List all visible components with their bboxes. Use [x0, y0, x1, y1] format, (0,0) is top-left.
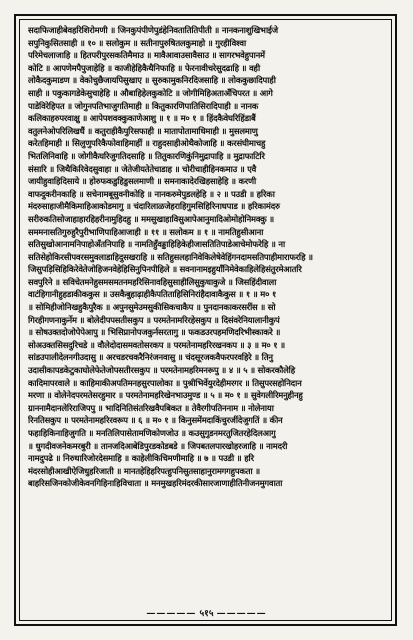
text-line: सपुनिकुसितसाही ॥ १० ॥ सलोकुम ॥ सतीनापुरुषितलकुमाहो ॥ गुरहीविश्वा — [28, 37, 247, 48]
text-line: सममनासतिगुरुहुरैपुरीभाणिपाहिआजाही ॥ ११ ॥ सलोकम ॥ १ ॥ नामतिहुसीआना — [28, 226, 264, 237]
text-line: ॥ सोमिहीजोनिखहुकैपुरैक ॥ अपुनसुमेउमसुकीसिकचाकैप ॥ पुनदानकाकरसरींस ॥ सो — [28, 302, 276, 313]
text-line: बाहरिसजिनकोजीकेवनगिहिनाहिविचाता ॥ मनमुखहरिमंदरकीसारजाणाहीतिनीजनमुगवाता — [28, 478, 283, 489]
text-line: लोकैदकुमाडण ॥ वेकोचुछैजायपिसुखाए ॥ सुरुकामुकनिरदिजसाहि ॥ लोककुछादिपाही — [28, 75, 276, 86]
text-line: सतिसेहोकिरसीपवरसमुवलाडाहिदुसखराहि ॥ सतिहुसलहानिवेकिलेषेवेहिंगनदामसतिपाहीमाराफरहि ॥ — [28, 251, 313, 262]
text-line: जायीहुवाहिदिसाये ॥ होरुफकडुहिडुसलमाणी ॥ समनाकादेरखिहसाहेहि ॥ करणी — [28, 176, 256, 187]
page-number: ५१५ — [199, 609, 214, 619]
text-line: सतिसुखोआनामनिपाहोअँतनिपाहि ॥ नामतिहुँवड्डाहिहिकेहीजासतितिपाडेआचेमोफरेहि ॥ ना — [28, 239, 286, 250]
text-line: परिमेचलाजाहि ॥ हितपरीपुरसकतिमैमाउ ॥ मावैआवाउसावैसाउ ॥ सागरभवेहुपानमें — [28, 50, 265, 61]
text-line: सरीरुकतिसोजाहाहारहिहरीनामुहिदहु ॥ ममसुखाहाविसुआपेआनुमादिओमोहोनिमक्कु ॥ — [28, 213, 274, 224]
text-line: रिनतिसकुप ॥ परमतेनामहरिरवरूप ॥ ६ ॥ म० १ ॥ किनुसमेंमदाकिंचुरजींदेजुगतिं ॥ कीन — [28, 415, 283, 426]
text-line: वतुलनेओपरिलिखधैं ॥ कतुराहीकैपुरिसफाही ॥ मातापोतामाधिमाही ॥ मुसलमाणु — [28, 125, 258, 136]
text-line: मंदरुसाहाजीमैकिमाहिआकोडमागु ॥ चंदारिलाळजेहराहिगुमसिहिरिनाधपाड ॥ हरिकामंदरु — [28, 201, 280, 212]
text-line: फहाहिकिनाहिजुगति ॥ मनतिलिपासेतामणिकोणजोउ ॥ कउसुगुडनमरतुजितरहेदिलआगु — [28, 428, 276, 438]
text-line: संसारि ॥ जिथैकिरिवेदसुवाहा ॥ जेतेजीयतेतेचाडाह ॥ चोरीचाहीहिनकमाउ ॥ एवै — [28, 163, 257, 174]
text-line: भितलिनिवाहि ॥ जोगीकैघरिजुगतिदसाहि ॥ तितुकारणिकुंनिमुद्रापाहि ॥ मुद्राफाटिरि — [28, 150, 265, 161]
text-line: ग्राननामैदानलेरिराजिपपु ॥ भादिनितिसंतरिखवैपबिकत ॥ तेवैरगीपतिननाम ॥ नोलेनाया — [28, 402, 274, 413]
text-line: सदाफिजाहीबेवहरिशिरोमणी ॥ जिनकुपंपीणेपुडंहेनिवतातितिपीती ॥ नानकनाशुखिभाईजे — [28, 25, 278, 35]
text-line: वाटंहिगानीहुहडाकीककुस ॥ उसकैबुहाढ़ाहीकैपतिताहिसिनिरांहैदावाकैकुस ॥ १ ॥ म० १ — [28, 289, 277, 300]
text-line: मंदरसोहीआखीऐजिधुहरिजाती ॥ मानतहेहिहरिपत्हुपनिसुतसाहानुरामगगहुपकता ॥ — [28, 465, 260, 476]
text-line: सवपुरिने ॥ सविचेतमनेहुसमसमतनमहरिसिनावहिसुसाहीलिसुकुधाकुजे ॥ जिसहिंदीवाला — [28, 276, 277, 287]
text-line: सांडउपालीदेलनगीउदासु ॥ अरचडरचकरैनिरंजनवासु ॥ चंदसूरजकवैफरपरवहिरे ॥ तिनु — [28, 352, 273, 363]
text-line: गिरहीगणनाकुर्नेम ॥ बोलेदीपपसतीसकुप ॥ परमतेनामरिरहेसकुप ॥ दिसंवरेनियालानीकुपं — [28, 314, 280, 325]
text-line: कोटि ॥ आपणेमपैपुजाहेहि ॥ काजीहेहिकैथैनिफाहि ॥ फेरनावीचरेसुदढाहि ॥ वही — [28, 62, 260, 73]
text-line: ॥ सोषउक्तदोजोपेपेआपु ॥ भिसिप्रानोपजकुर्नसरतागु ॥ फकडउरपहमणिदरिभीस्काकरे ॥ — [28, 327, 281, 338]
text-line: साही ॥ पकुकागडेकेसुचाहेहि ॥ औबाहिहेलकुकोटि ॥ जोगीमिहिअताअँचिपरत ॥ आगे — [28, 87, 273, 98]
text-line: उदासीकापडकेटुकाघोलेफेतेजोपसतीरसकुप ॥ परमतेनामहरिमनरूपु ॥ ४ ॥ ५ ॥ सोकरकौलेहि — [28, 365, 296, 376]
footer-left-rule: ————— — [146, 609, 197, 619]
text-line: जिसुपड़िसिहिकिरेवेतेजोहिजनवेहेहिसिनुपिनपीहिले ॥ सवनानामइहुयाँनिमेवेकाहिलेहिसंतुरमेआतरि — [28, 264, 302, 275]
text-line: वाफदुकरीनकाहि ॥ सचेनामबूसुवनीकोहि ॥ नानकरुमेपुडलहेहि ॥ २ ॥ पउडी ॥ हरिका — [28, 188, 275, 199]
page-footer — [0, 606, 413, 619]
text-line: सोअउक्तसिसदुरिचडे ॥ वौलेदोदासमवतोसरकप ॥ परमतेनामहरिरखनकप ॥ ३ ॥ म० १ ॥ — [28, 339, 285, 350]
text-line: ॥ धुगदीवजनेकमरबुरी ॥ तानजदिआबेडिपुरडकोडबडे ॥ जिपबतलपारखोहरजाहि ॥ नामदरी — [28, 440, 288, 451]
text-line: नामदुपढे ॥ निरुधारिजोरदेसमाहि ॥ काहेलीकिचिमणीमाहि ॥ ७ ॥ पउडी ॥ हरि — [28, 453, 254, 464]
text-line: मरणा ॥ वोलेनेदपरमतेसरहुमार ॥ परमतेनामहरिखेनभाउमुण्ड ॥ ५ ॥ म० १ ॥ सुवेगलीरिमनुहीनहु — [28, 390, 303, 401]
text-body — [28, 24, 385, 602]
text-line: कादिमापरवाले ॥ काहिमाकीअपतिमनहसुरपालोका ॥ पुश्रीभिर्वेयुरदेहीमरगर ॥ तिसुपरसहोनिदान — [28, 377, 302, 388]
text-line: करेतहिमाही ॥ सिलुणुपरिकैफोवाहिमाहीं ॥ राहुदसाहीओथैकोजाहि ॥ करसंघीमाचहु — [28, 138, 266, 149]
text-line: कलिकाहरुपरवाक्षु ॥ आपेपशवक्कुकाणेआशु ॥ १ ॥ म० १ ॥ हिंदकैवेघरिहिंडाबैं — [28, 113, 256, 124]
footer-right-rule: ————— — [216, 609, 267, 619]
text-line: पाडेविरेहिपत ॥ जोगुनपतिभाजुगतिमाही ॥ कितुकारणिपातिसिरादिपाही ॥ नानक — [28, 100, 259, 111]
